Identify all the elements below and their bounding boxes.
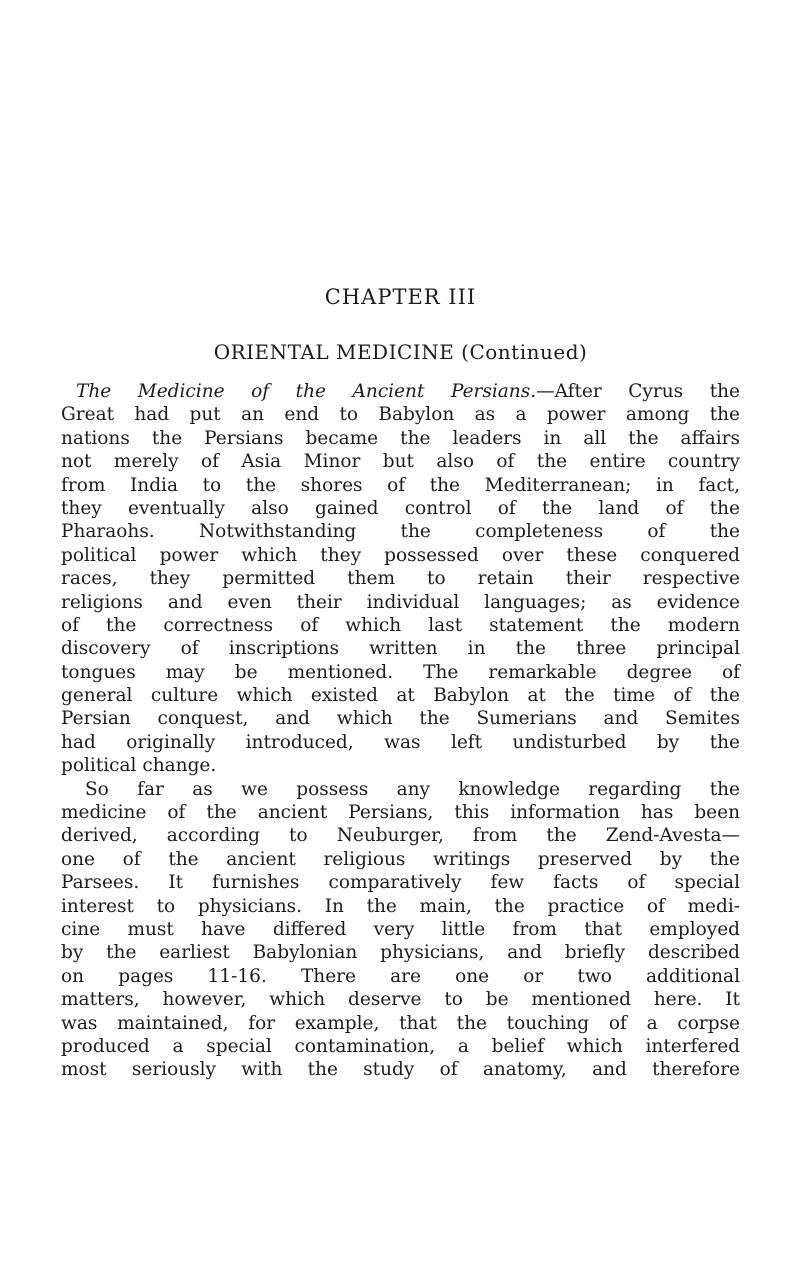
paragraph-line: was maintained, for example, that the touching of a corpse <box>61 1012 740 1034</box>
paragraph-line: matters, however, which deserve to be mentioned here. It <box>61 989 740 1011</box>
paragraph-line: cine must have differed very little from that employed <box>61 918 740 940</box>
paragraph-line: by the earliest Babylonian physicians, and briefly described <box>61 942 740 964</box>
paragraph-line: political power which they possessed over these conquered <box>61 544 740 566</box>
paragraph-line: general culture which existed at Babylon at the time of the <box>61 685 740 707</box>
paragraph-line: So far as we possess any knowledge regarding the <box>85 778 740 800</box>
paragraph-line: had originally introduced, was left undisturbed by the <box>61 731 740 753</box>
paragraph-line: from India to the shores of the Mediterranean; in fact, <box>61 474 740 496</box>
paragraph-line: of the correctness of which last statement the modern <box>61 614 740 636</box>
paragraph-line: most seriously with the study of anatomy, and therefore <box>61 1059 740 1081</box>
paragraph-line: Parsees. It furnishes comparatively few facts of special <box>61 872 740 894</box>
paragraph-line: tongues may be mentioned. The remarkable degree of <box>61 661 740 683</box>
paragraph-line: religions and even their individual languages; as evidence <box>61 591 740 613</box>
paragraph-line: Pharaohs. Notwithstanding the completeness of the <box>61 521 740 543</box>
paragraph-line: one of the ancient religious writings preserved by the <box>61 848 740 870</box>
section-lead-italic: The Medicine of the Ancient Persians. <box>76 381 537 402</box>
paragraph-line: discovery of inscriptions written in the three principal <box>61 638 740 660</box>
paragraph-1-line-1 <box>61 380 740 403</box>
paragraph-line: produced a special contamination, a belief which interfered <box>61 1035 740 1057</box>
paragraph-line: —After Cyrus the <box>536 381 740 402</box>
chapter-title: ORIENTAL MEDICINE (Continued) <box>213 340 588 364</box>
paragraph-line: nations the Persians became the leaders in all the affairs <box>61 427 740 449</box>
paragraph-line: Great had put an end to Babylon as a power among the <box>61 404 740 426</box>
chapter-number-heading: CHAPTER III <box>324 285 477 309</box>
paragraph-line: medicine of the ancient Persians, this information has been <box>61 802 740 824</box>
paragraph-line: political change. <box>61 755 217 777</box>
paragraph-line: not merely of Asia Minor but also of the entire country <box>61 451 740 473</box>
paragraph-line: Persian conquest, and which the Sumerians and Semites <box>61 708 740 730</box>
paragraph-line: interest to physicians. In the main, the practice of medi- <box>61 895 740 917</box>
body-text <box>61 380 740 1082</box>
paragraph-line: on pages 11-16. There are one or two additional <box>61 965 740 987</box>
paragraph-line: derived, according to Neuburger, from the Zend-Avesta— <box>61 825 740 847</box>
paragraph-line: they eventually also gained control of the land of the <box>61 497 740 519</box>
paragraph-line: races, they permitted them to retain their respective <box>61 568 740 590</box>
